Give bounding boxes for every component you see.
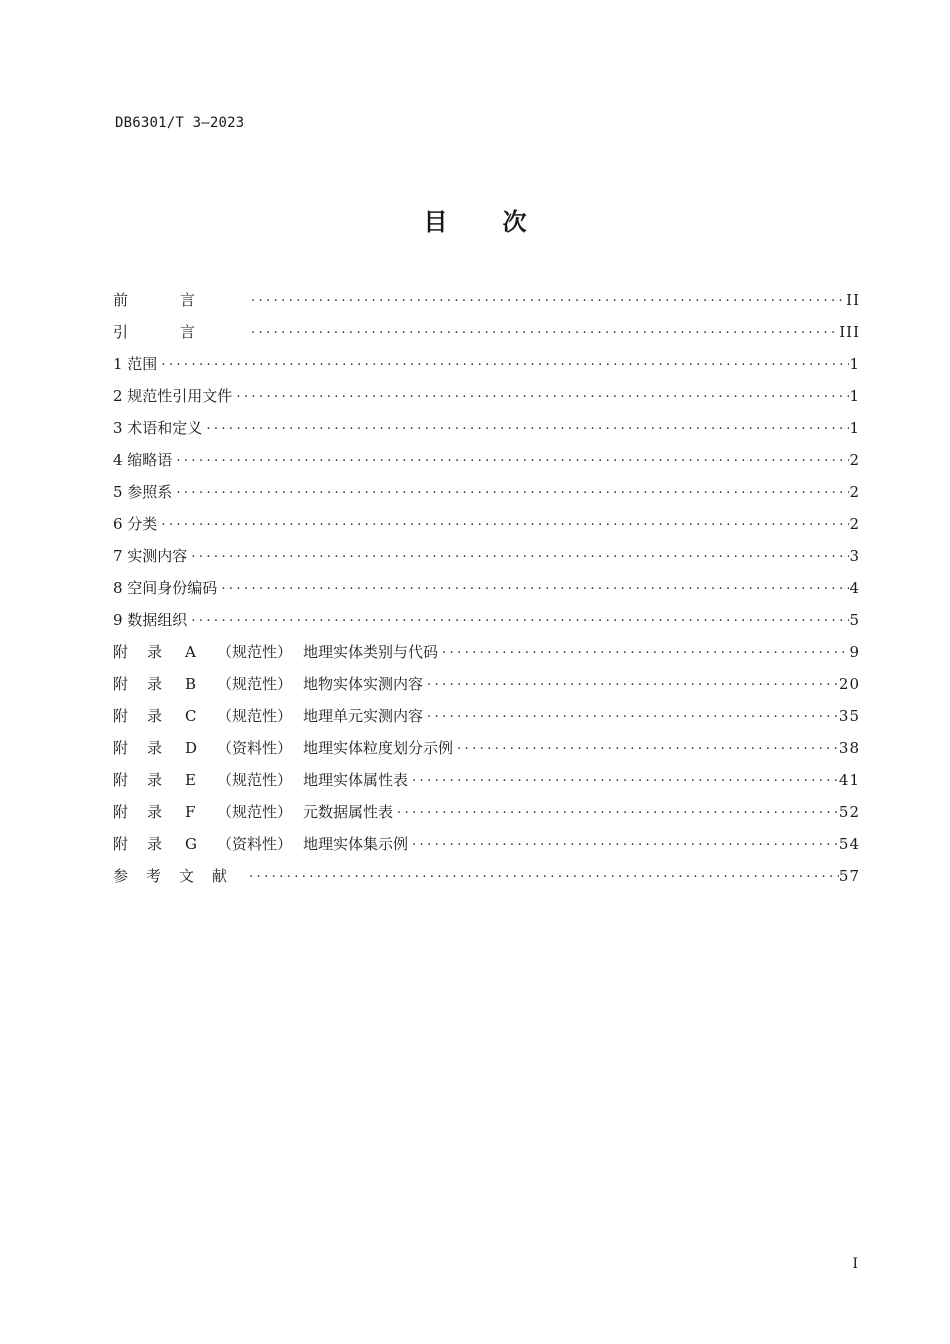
toc-entry-page: 3 (849, 547, 860, 565)
toc-leader-dots (176, 444, 849, 476)
toc-entry-label: 4 缩略语 (113, 451, 173, 469)
toc-entry-label: 附 录 F （规范性） 元数据属性表 (113, 803, 394, 821)
toc-entry-abbreviations[interactable] (113, 444, 860, 476)
toc-entry-label: 附 录 A （规范性） 地理实体类别与代码 (113, 643, 439, 661)
toc-entry-appendix-c[interactable] (113, 700, 860, 732)
toc-leader-dots (206, 412, 849, 444)
toc-entry-scope[interactable] (113, 348, 860, 380)
toc-entry-appendix-g[interactable] (113, 828, 860, 860)
toc-entry-page: 5 (849, 611, 860, 629)
toc-leader-dots (427, 700, 839, 732)
toc-leader-dots (176, 476, 849, 508)
toc-entry-page: 1 (849, 355, 860, 373)
toc-entry-page: 41 (838, 771, 860, 789)
toc-entry-survey-content[interactable] (113, 540, 860, 572)
toc-leader-dots (251, 284, 846, 316)
toc-entry-label: 前言 (113, 291, 248, 309)
toc-entry-label: 引言 (113, 323, 248, 341)
toc-entry-label: 2 规范性引用文件 (113, 387, 233, 405)
toc-entry-label: 参考文献 (113, 867, 246, 885)
toc-entry-page: 54 (838, 835, 860, 853)
footer-page-number: I (852, 1256, 858, 1272)
toc-entry-label: 3 术语和定义 (113, 419, 203, 437)
toc-entry-classification[interactable] (113, 508, 860, 540)
toc-entry-label: 8 空间身份编码 (113, 579, 218, 597)
toc-entry-appendix-a[interactable] (113, 636, 860, 668)
toc-entry-page: 4 (849, 579, 860, 597)
toc-leader-dots (397, 796, 839, 828)
toc-entry-label: 5 参照系 (113, 483, 173, 501)
toc-leader-dots (161, 508, 849, 540)
toc-entry-appendix-e[interactable] (113, 764, 860, 796)
toc-leader-dots (221, 572, 849, 604)
toc-leader-dots (191, 604, 849, 636)
toc-entry-spatial-id-coding[interactable] (113, 572, 860, 604)
toc-leader-dots (412, 764, 839, 796)
toc-entry-label: 附 录 E （规范性） 地理实体属性表 (113, 771, 409, 789)
toc-entry-label: 附 录 G （资料性） 地理实体集示例 (113, 835, 409, 853)
toc-leader-dots (427, 668, 839, 700)
toc-leader-dots (249, 860, 839, 892)
toc-leader-dots (161, 348, 849, 380)
toc-entry-page: 38 (838, 739, 860, 757)
toc-leader-dots (251, 316, 839, 348)
toc-entry-label: 9 数据组织 (113, 611, 188, 629)
toc-leader-dots (442, 636, 849, 668)
table-of-contents (113, 284, 860, 892)
toc-leader-dots (457, 732, 839, 764)
page-title: 目次 (423, 208, 582, 236)
toc-entry-normative-references[interactable] (113, 380, 860, 412)
toc-entry-label: 6 分类 (113, 515, 158, 533)
toc-entry-page: 1 (849, 387, 860, 405)
toc-entry-appendix-b[interactable] (113, 668, 860, 700)
toc-entry-page: II (846, 291, 860, 309)
toc-leader-dots (236, 380, 849, 412)
toc-entry-label: 附 录 B （规范性） 地物实体实测内容 (113, 675, 424, 693)
toc-leader-dots (412, 828, 839, 860)
toc-entry-page: 2 (849, 451, 860, 469)
toc-entry-page: 9 (849, 643, 860, 661)
toc-entry-reference-system[interactable] (113, 476, 860, 508)
toc-entry-data-organization[interactable] (113, 604, 860, 636)
toc-entry-label: 附 录 D （资料性） 地理实体粒度划分示例 (113, 739, 454, 757)
toc-entry-foreword[interactable] (113, 284, 860, 316)
toc-entry-page: 20 (838, 675, 860, 693)
toc-entry-page: 57 (838, 867, 860, 885)
toc-entry-appendix-f[interactable] (113, 796, 860, 828)
toc-entry-page: 35 (838, 707, 860, 725)
toc-entry-label: 1 范围 (113, 355, 158, 373)
toc-entry-page: 1 (849, 419, 860, 437)
toc-entry-bibliography[interactable] (113, 860, 860, 892)
toc-entry-introduction[interactable] (113, 316, 860, 348)
toc-entry-page: 2 (849, 483, 860, 501)
toc-entry-page: 2 (849, 515, 860, 533)
toc-entry-label: 7 实测内容 (113, 547, 188, 565)
toc-entry-page: 52 (838, 803, 860, 821)
toc-entry-appendix-d[interactable] (113, 732, 860, 764)
toc-entry-terms[interactable] (113, 412, 860, 444)
toc-leader-dots (191, 540, 849, 572)
toc-entry-label: 附 录 C （规范性） 地理单元实测内容 (113, 707, 424, 725)
toc-entry-page: III (839, 323, 860, 341)
document-code: DB6301/T 3—2023 (115, 115, 245, 131)
